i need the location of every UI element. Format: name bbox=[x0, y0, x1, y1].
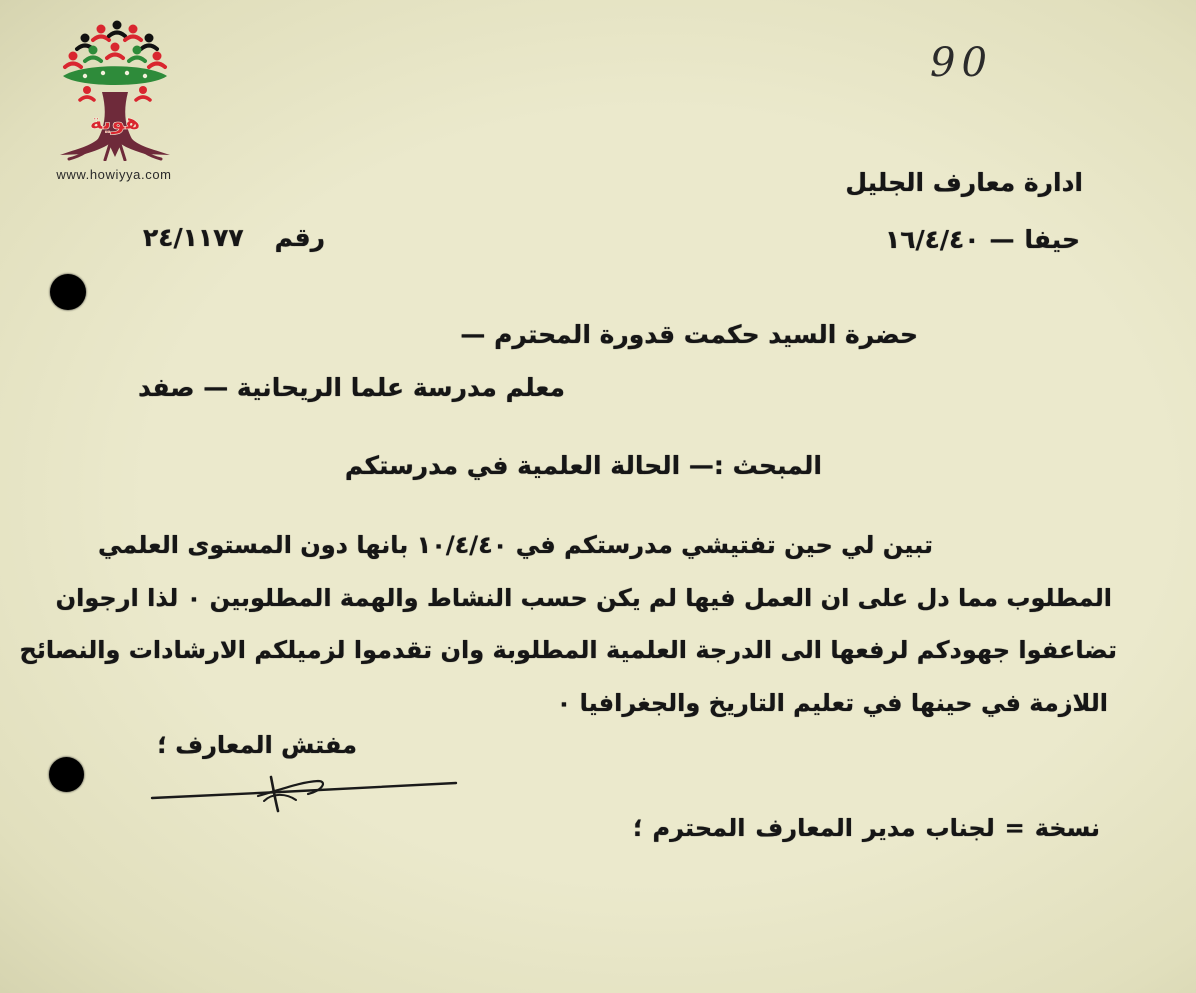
logo-figure-arms bbox=[129, 58, 145, 62]
logo-figure-arms bbox=[93, 37, 109, 41]
logo-figure-head bbox=[153, 52, 162, 61]
letterhead-office: ادارة معارف الجليل bbox=[845, 168, 1083, 197]
logo-figure-head bbox=[113, 21, 122, 30]
logo-leaf-dot bbox=[83, 74, 87, 78]
logo-figure-arms bbox=[80, 97, 94, 100]
signature-stroke-loop bbox=[258, 781, 323, 796]
logo-leaf-dot bbox=[143, 74, 147, 78]
body-line-3: تضاعفوا جهودكم لرفعها الى الدرجة العلمية المطلوبة وان تقدموا لزميلكم الارشادات والنصائح bbox=[19, 636, 1117, 664]
letterhead-reference-number: رقم ٢٤/١١٧٧ bbox=[143, 223, 325, 252]
logo-figure-arms bbox=[125, 37, 141, 41]
logo-figure-arms bbox=[141, 46, 157, 50]
logo-leaf-band bbox=[63, 66, 167, 85]
punch-hole-bottom bbox=[49, 757, 84, 792]
logo-website: www.howiyya.com bbox=[56, 167, 172, 182]
logo-figure-head bbox=[129, 25, 138, 34]
logo-figure-head bbox=[69, 52, 78, 61]
logo-lettering: هوية bbox=[89, 110, 141, 135]
body-line-1: تبين لي حين تفتيشي مدرستكم في ١٠/٤/٤٠ بانها دون المستوى العلمي bbox=[98, 531, 933, 559]
logo-leaf-dot bbox=[101, 71, 105, 75]
body-line-4: اللازمة في حينها في تعليم التاريخ والجغرافيا ٠ bbox=[556, 689, 1108, 717]
logo-figure-head bbox=[111, 43, 120, 52]
body-line-2: المطلوب مما دل على ان العمل فيها لم يكن حسب النشاط والهمة المطلوبين ٠ لذا ارجوان bbox=[55, 584, 1112, 612]
letterhead-place-date: حيفا — ١٦/٤/٤٠ bbox=[885, 225, 1080, 254]
handwritten-signature bbox=[140, 765, 470, 820]
signature-stroke-main bbox=[152, 783, 456, 798]
logo-figure-arms bbox=[136, 97, 150, 100]
logo-figure-head bbox=[97, 25, 106, 34]
logo-leaf-dot bbox=[125, 71, 129, 75]
logo-figure-head bbox=[139, 86, 147, 94]
logo-figure-arms bbox=[149, 64, 165, 68]
addressee-name-line: حضرة السيد حكمت قدورة المحترم — bbox=[460, 320, 918, 349]
punch-hole-top bbox=[50, 274, 86, 310]
logo-figure-head bbox=[145, 34, 154, 43]
handwritten-page-number: 90 bbox=[930, 40, 993, 86]
signature-stroke-hook bbox=[264, 795, 296, 801]
subject-line: المبحث :— الحالة العلمية في مدرستكم bbox=[344, 451, 822, 480]
logo-figure-arms bbox=[109, 33, 125, 37]
logo-figure-head bbox=[89, 46, 98, 55]
logo-leaves bbox=[63, 66, 167, 85]
addressee-school-line: معلم مدرسة علما الريحانية — صفد bbox=[137, 373, 565, 402]
logo-tree-emblem bbox=[55, 16, 175, 161]
closing-title: مفتش المعارف ؛ bbox=[157, 731, 357, 759]
logo-figure-head bbox=[81, 34, 90, 43]
logo-figure-head bbox=[133, 46, 142, 55]
logo-figure-head bbox=[83, 86, 91, 94]
signature-stroke-vertical bbox=[271, 777, 278, 811]
logo-figure-arms bbox=[85, 58, 101, 62]
copy-to-line: نسخة = لجناب مدير المعارف المحترم ؛ bbox=[633, 814, 1100, 842]
logo-figure-arms bbox=[65, 64, 81, 68]
logo-figure-arms bbox=[107, 55, 123, 59]
